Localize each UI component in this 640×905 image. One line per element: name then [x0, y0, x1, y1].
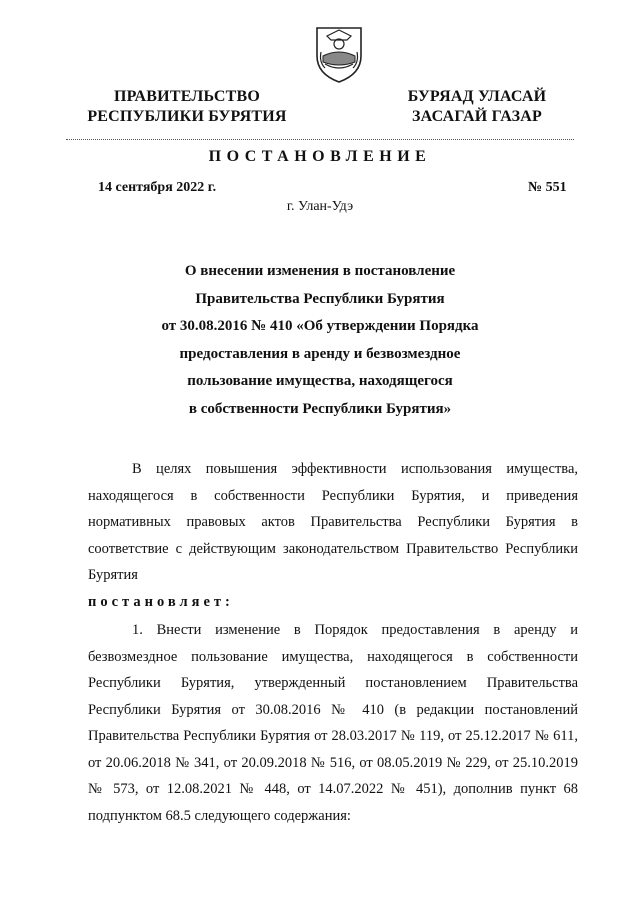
subject-line: в собственности Республики Бурятия»: [188, 400, 452, 417]
org-name-left: [82, 87, 292, 127]
subject-line: от 30.08.2016 № 410 «Об утверждении Порядка: [161, 318, 479, 334]
org-right-line-1: БУРЯАД УЛАСАЙ: [407, 88, 547, 105]
coat-of-arms-icon: [313, 22, 365, 84]
org-right-line-2: ЗАСАГАЙ ГАЗАР: [412, 108, 542, 125]
subject-line: пользование имущества, находящегося: [187, 373, 453, 389]
subject-line: О внесении изменения в постановление: [184, 263, 456, 279]
document-date: 14 сентября 2022 г.: [98, 180, 217, 195]
header-divider: [66, 139, 574, 140]
subject-line: предоставления в аренду и безвозмездное: [179, 345, 461, 362]
org-left-line-2: РЕСПУБЛИКИ БУРЯТИЯ: [87, 108, 287, 125]
document-number: № 551: [528, 180, 567, 195]
resolves-word: постановляет:: [88, 593, 234, 610]
org-left-line-1: ПРАВИТЕЛЬСТВО: [113, 88, 261, 105]
subject-line: Правительства Республики Бурятия: [195, 290, 445, 307]
org-name-right: [392, 87, 562, 127]
document-subject: [100, 258, 540, 423]
item-1-paragraph: [88, 617, 578, 829]
preamble-text: В целях повышения эффективности использования имущества, находящегося в собственности Республики Бурятия, и приведения нормативных правовых актов Правительства Республики Бурятия в соответствие с действующим законодательством Правительство Республики Бурятия: [88, 461, 578, 583]
preamble-paragraph: [88, 456, 578, 615]
document-city: г. Улан-Удэ: [286, 199, 354, 214]
item-1-text: 1. Внести изменение в Порядок предоставления в аренду и безвозмездное пользование имущества, находящегося в собственности Республики Бурятия, утвержденный постановлением Правительства Республики Бурятия от 30.08.2016 № 410 (в редакции постановлений Правительства Республики Бурятия от 28.03.2017 № 119, от 25.12.2017 № 611, от 20.06.2018 № 341, от 20.09.2018 № 516, от 08.05.2019 № 229, от 25.10.2019 № 573, от 12.08.2021 № 448, от 14.07.2022 № 451), дополнив пункт 68 подпунктом 68.5 следующего содержания:: [88, 622, 578, 824]
document-type: ПОСТАНОВЛЕНИЕ: [208, 148, 432, 165]
